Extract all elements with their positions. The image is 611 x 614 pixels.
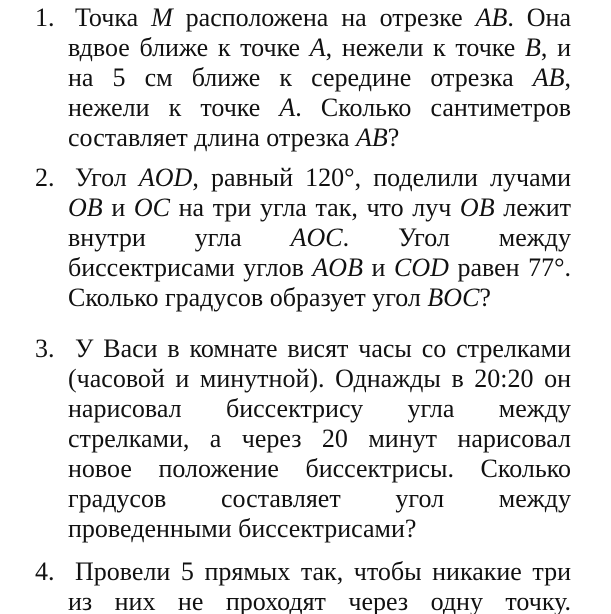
text-line: (часовой и минутной). Однажды в 20:20 он xyxy=(68,364,571,393)
text-line: из них не проходят через одну точку. xyxy=(68,587,571,614)
text-line: Провели 5 прямых так, чтобы никакие три xyxy=(75,557,571,586)
text-line: градусов составляет угол между xyxy=(68,484,571,513)
text-line: нарисовал биссектрису угла между xyxy=(68,394,571,423)
text-line: Угол AOD, равный 120°, поделили лучами xyxy=(75,163,571,192)
text-line: биссектрисами углов AOB и COD равен 77°. xyxy=(68,253,571,282)
text-line: нежели к точке A. Сколько сантиметров xyxy=(68,93,571,122)
text-line: стрелками, а через 20 минут нарисовал xyxy=(68,424,571,453)
problem-number: 3. xyxy=(35,334,55,363)
problem-number: 2. xyxy=(35,163,55,192)
text-line: новое положение биссектрисы. Сколько xyxy=(68,454,571,483)
text-line: Точка M расположена на отрезке AB. Она xyxy=(75,3,571,32)
text-line: Сколько градусов образует угол BOC? xyxy=(68,283,491,312)
text-line: проведенными биссектрисами? xyxy=(68,514,417,543)
text-line: на 5 см ближе к середине отрезка AB, xyxy=(68,63,571,92)
problem-number: 1. xyxy=(35,3,55,32)
text-line: OB и OC на три угла так, что луч OB лежит xyxy=(68,193,571,222)
text-line: составляет длина отрезка AB? xyxy=(68,123,400,152)
problem-number: 4. xyxy=(35,557,55,586)
text-line: внутри угла AOC. Угол между xyxy=(68,223,571,252)
problem-text xyxy=(68,557,571,614)
text-line: вдвое ближе к точке A, нежели к точке B, и xyxy=(68,33,571,62)
text-line: У Васи в комнате висят часы со стрелками xyxy=(75,334,571,363)
problem-text xyxy=(68,3,571,153)
problem-text xyxy=(68,163,571,313)
problem-text xyxy=(68,334,571,544)
